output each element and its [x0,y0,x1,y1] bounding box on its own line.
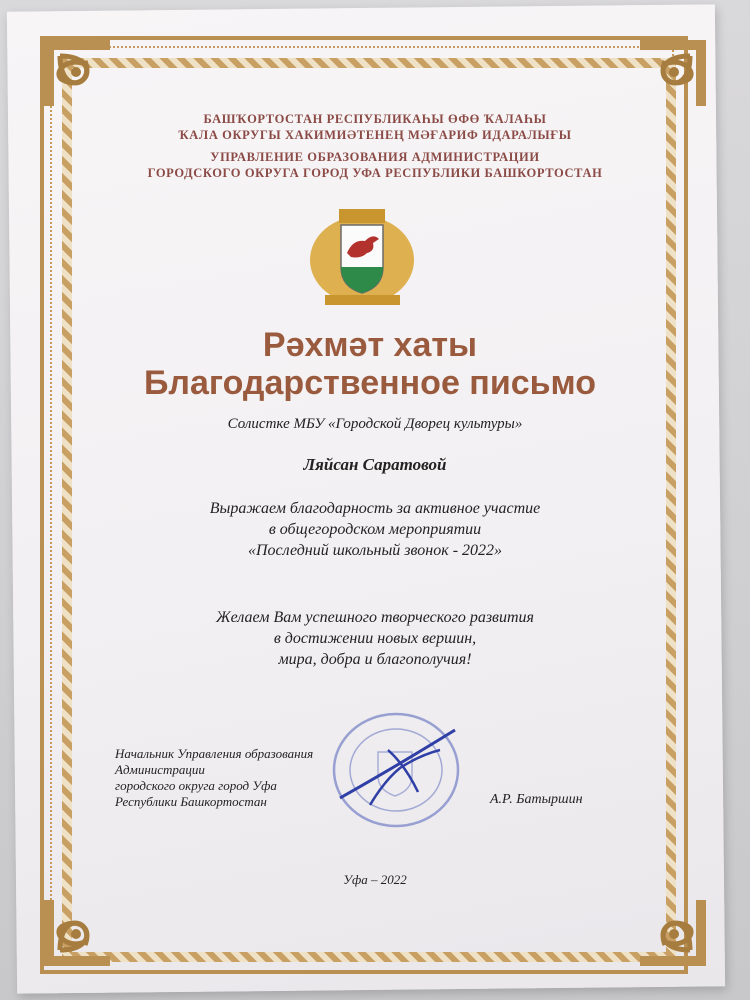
title-russian: Благодарственное письмо [143,364,597,402]
signatory-name: А.Р. Батыршин [490,792,583,807]
header-ba-line1: БАШҠОРТОСТАН РЕСПУБЛИКАҺЫ ӨФӨ ҠАЛАҺЫ [203,112,547,126]
title-bashkir: Рәхмәт хаты [262,326,478,364]
signatory-position-line: городского округа город Уфа [115,778,277,793]
signatory-position-line: Начальник Управления образования [115,746,314,761]
wishes-line-2: в достижении новых вершин, [273,630,477,647]
gratitude-line-3: «Последний школьный звонок - 2022» [247,542,503,559]
signatory-position-line: Администрации [115,762,205,777]
recipient-role: Солистке МБУ «Городской Дворец культуры» [227,416,523,432]
gratitude-line-1: Выражаем благодарность за активное участие [209,500,541,517]
recipient-name: Ляйсан Саратовой [303,455,447,474]
signatory-position-line: Республики Башкортостан [115,794,267,809]
header-ba-line2: ҠАЛА ОКРУГЫ ХАКИМИӘТЕНЕҢ МӘҒАРИФ ИДАРАЛЫҒЫ [178,128,572,142]
ufa-coat-of-arms-icon [305,205,420,310]
wishes-line-3: мира, добра и благополучия! [278,651,472,668]
official-seal-icon [330,710,462,832]
header-ru-line2: ГОРОДСКОГО ОКРУГА ГОРОД УФА РЕСПУБЛИКИ БАШКОРТОСТАН [147,166,603,180]
wishes-line-1: Желаем Вам успешного творческого развития [216,609,534,626]
header-ru-line1: УПРАВЛЕНИЕ ОБРАЗОВАНИЯ АДМИНИСТРАЦИИ [210,150,540,164]
gratitude-line-2: в общегородском мероприятии [268,521,482,538]
place-and-year: Уфа – 2022 [343,872,407,887]
